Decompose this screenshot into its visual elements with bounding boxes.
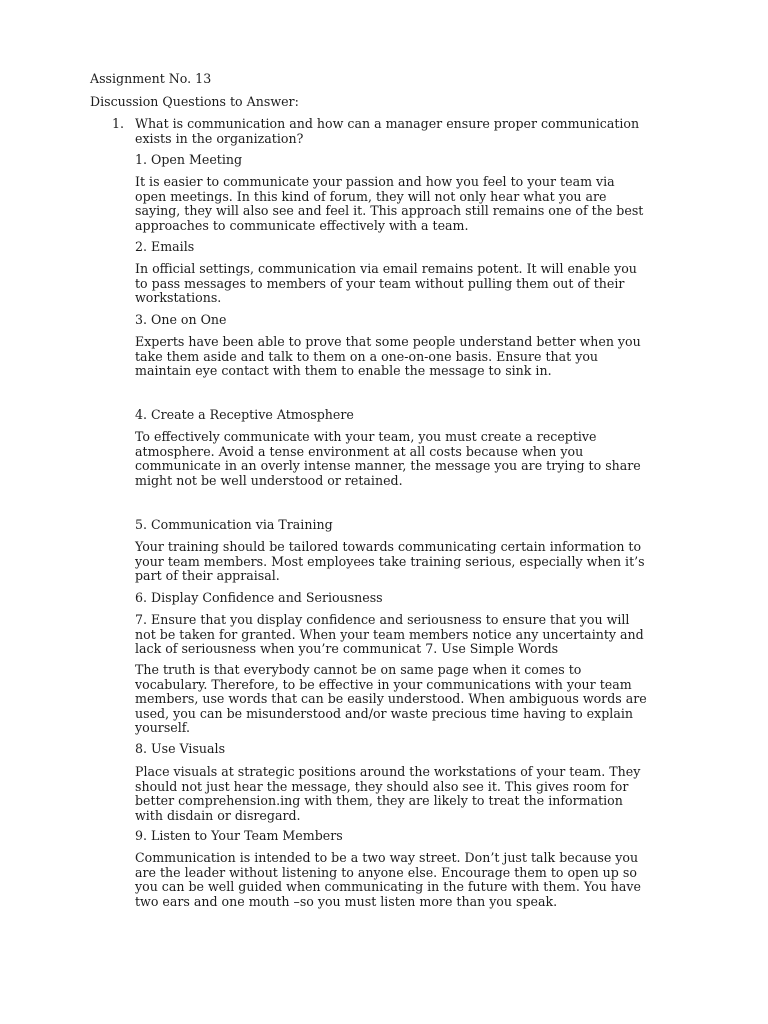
text-line: workstations. xyxy=(135,290,222,306)
text-line: In official settings, communication via email remains potent. It will enable you xyxy=(135,261,637,276)
text-line: to pass messages to members of your team without pulling them out of their xyxy=(135,275,625,291)
text-line: Experts have been able to prove that some people understand better when you xyxy=(135,334,641,349)
text-line: The truth is that everybody cannot be on same page when it comes to xyxy=(135,662,582,677)
section-body-use-visuals xyxy=(135,765,680,823)
section-heading-open-meeting: 1. Open Meeting xyxy=(135,152,243,167)
text-line: your team members. Most employees take training serious, especially when it’s xyxy=(135,553,645,569)
text-line: What is communication and how can a manager ensure proper communication xyxy=(135,116,640,131)
assignment-title: Assignment No. 13 xyxy=(90,71,212,86)
section-heading-receptive-atmosphere: 4. Create a Receptive Atmosphere xyxy=(135,407,354,422)
text-line: atmosphere. Avoid a tense environment at all costs because when you xyxy=(135,443,584,459)
section-body-simple-words xyxy=(135,663,680,736)
text-line: better comprehension.ing with them, they are likely to treat the information xyxy=(135,793,623,809)
text-line: yourself. xyxy=(135,720,190,736)
question-text xyxy=(135,117,680,146)
text-line: are the leader without listening to anyone else. Encourage them to open up so xyxy=(135,864,637,880)
text-line: Your training should be tailored towards communicating certain information to xyxy=(135,539,642,554)
text-line: 7. Ensure that you display confidence and seriousness to ensure that you will xyxy=(135,612,630,627)
text-line: Communication is intended to be a two way street. Don’t just talk because you xyxy=(135,850,639,865)
text-line: To effectively communicate with your team, you must create a receptive xyxy=(135,429,597,444)
section-heading-listen: 9. Listen to Your Team Members xyxy=(135,828,343,843)
text-line: you can be well guided when communicating in the future with them. You have xyxy=(135,879,641,895)
section-heading-emails: 2. Emails xyxy=(135,239,195,254)
text-line: communicate in an overly intense manner, the message you are trying to share xyxy=(135,458,641,474)
text-line: saying, they will also see and feel it. This approach still remains one of the best xyxy=(135,203,644,219)
text-line: not be taken for granted. When your team members notice any uncertainty and xyxy=(135,626,644,642)
section-body-listen xyxy=(135,851,680,909)
section-body-receptive-atmosphere xyxy=(135,430,680,488)
question-number: 1. xyxy=(112,116,125,131)
text-line: exists in the organization? xyxy=(135,130,304,146)
text-line: lack of seriousness when you’re communicat 7. Use Simple Words xyxy=(135,641,559,657)
text-line: used, you can be misunderstood and/or waste precious time having to explain xyxy=(135,705,633,721)
section-body-training xyxy=(135,540,680,584)
text-line: open meetings. In this kind of forum, they will not only hear what you are xyxy=(135,188,607,204)
section-heading-one-on-one: 3. One on One xyxy=(135,312,227,327)
section-body-confidence xyxy=(135,613,680,657)
text-line: maintain eye contact with them to enable the message to sink in. xyxy=(135,363,552,379)
text-line: take them aside and talk to them on a one-on-one basis. Ensure that you xyxy=(135,348,599,364)
section-body-one-on-one xyxy=(135,335,680,379)
text-line: members, use words that can be easily understood. When ambiguous words are xyxy=(135,691,647,707)
section-heading-confidence: 6. Display Confidence and Seriousness xyxy=(135,590,383,605)
text-line: with disdain or disregard. xyxy=(135,807,301,823)
discussion-subtitle: Discussion Questions to Answer: xyxy=(90,94,299,109)
section-heading-use-visuals: 8. Use Visuals xyxy=(135,741,226,756)
section-body-open-meeting xyxy=(135,175,680,233)
text-line: should not just hear the message, they should also see it. This gives room for xyxy=(135,778,629,794)
text-line: might not be well understood or retained. xyxy=(135,472,403,488)
text-line: two ears and one mouth –so you must listen more than you speak. xyxy=(135,893,558,909)
text-line: Place visuals at strategic positions around the workstations of your team. They xyxy=(135,764,641,779)
text-line: part of their appraisal. xyxy=(135,568,280,584)
section-body-emails xyxy=(135,262,680,306)
text-line: vocabulary. Therefore, to be effective in your communications with your team xyxy=(135,676,632,692)
text-line: It is easier to communicate your passion and how you feel to your team via xyxy=(135,174,615,189)
section-heading-training: 5. Communication via Training xyxy=(135,517,333,532)
text-line: approaches to communicate effectively with a team. xyxy=(135,217,469,233)
